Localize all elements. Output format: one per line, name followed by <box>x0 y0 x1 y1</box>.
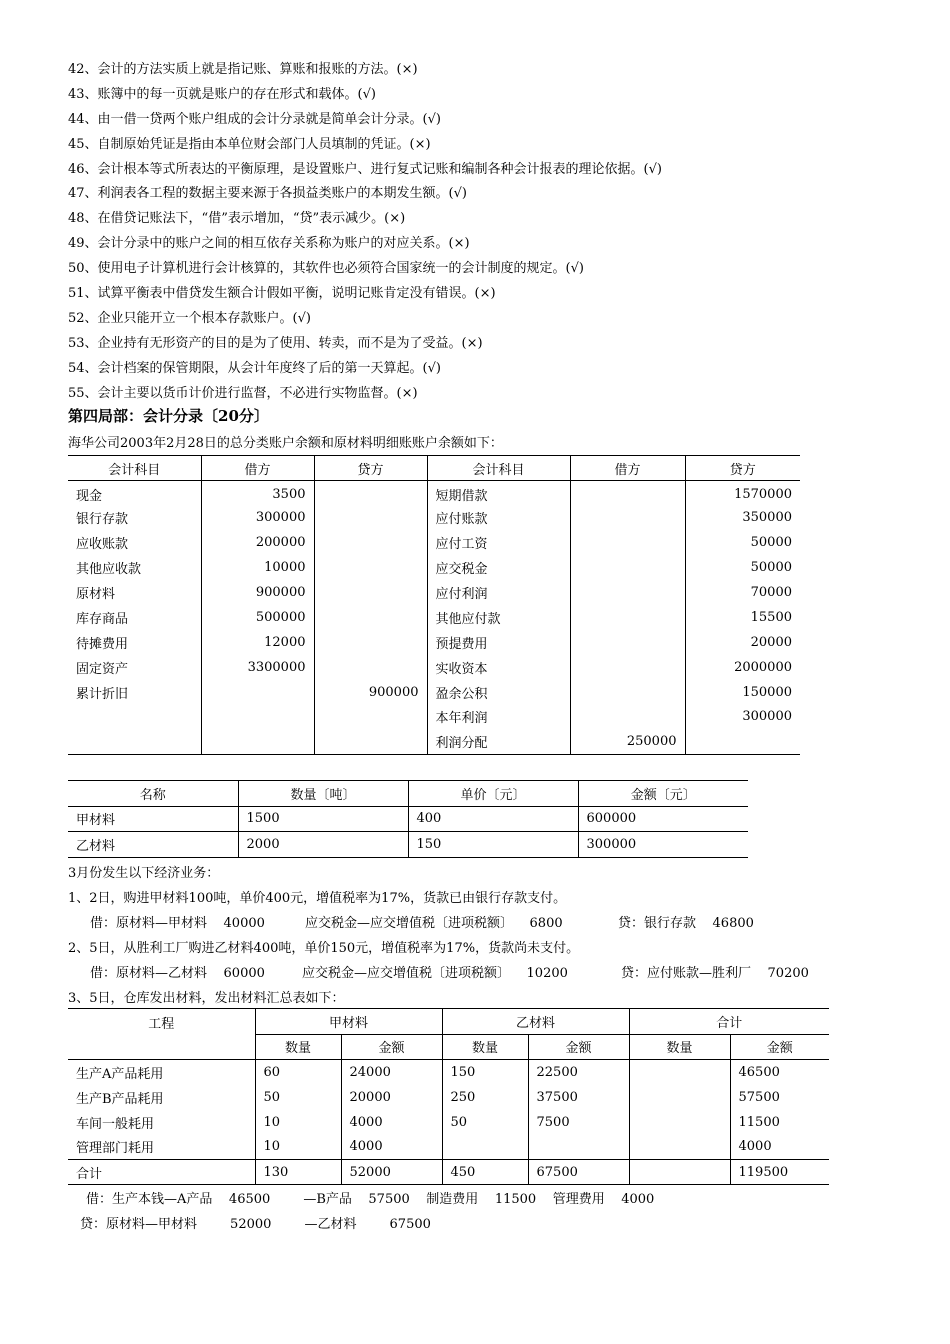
judgment-item: 49、会计分录中的账户之间的相互依存关系称为账户的对应关系。(×) <box>68 236 470 252</box>
balance-row <box>68 605 800 630</box>
march-intro: 3月份发生以下经济业务： <box>68 866 220 881</box>
table-cell <box>570 605 685 630</box>
table-cell: 2000 <box>238 832 408 858</box>
balance-row <box>68 655 800 680</box>
table-cell: 400 <box>408 806 578 832</box>
table-cell <box>570 680 685 705</box>
table-cell <box>201 705 314 730</box>
table-cell: 37500 <box>528 1085 629 1110</box>
issue-header-sub: 数量 <box>255 1034 341 1060</box>
table-cell <box>629 1085 730 1110</box>
material-header: 数量〔吨〕 <box>238 781 408 807</box>
issue-row <box>68 1060 829 1085</box>
table-cell <box>629 1160 730 1185</box>
intro-text: 海华公司2003年2月28日的总分类账户余额和原材料明细账账户余额如下： <box>68 436 503 451</box>
balance-row <box>68 481 800 506</box>
table-cell <box>314 605 427 630</box>
table-cell <box>570 505 685 530</box>
judgment-item: 48、在借贷记账法下，“借”表示增加，“贷”表示减少。(×) <box>68 211 406 227</box>
table-cell: 1570000 <box>685 481 800 506</box>
material-detail-table <box>68 780 748 858</box>
table-cell: 库存商品 <box>76 611 129 627</box>
judgment-item: 47、利润表各工程的数据主要来源于各损益类账户的本期发生额。(√) <box>68 186 467 202</box>
table-cell <box>528 1135 629 1160</box>
judgment-item: 55、会计主要以货币计价进行监督，不必进行实物监督。(×) <box>68 385 418 401</box>
table-cell: 150 <box>408 832 578 858</box>
table-cell: 生产A产品耗用 <box>76 1066 164 1082</box>
table-cell <box>314 655 427 680</box>
table-cell: 300000 <box>685 705 800 730</box>
table-cell <box>314 505 427 530</box>
table-cell: 150000 <box>685 680 800 705</box>
entry-2-credit: 贷：应付账款—胜利厂 70200 <box>621 966 809 981</box>
table-cell <box>442 1135 528 1160</box>
table-cell <box>570 580 685 605</box>
table-cell: 其他应收款 <box>76 562 142 578</box>
balance-header: 贷方 <box>685 456 800 481</box>
table-cell: 固定资产 <box>76 661 129 677</box>
table-cell: 盈余公积 <box>427 680 570 705</box>
judgment-item: 51、试算平衡表中借贷发生额合计假如平衡，说明记账肯定没有错误。(×) <box>68 286 496 302</box>
table-cell: 累计折旧 <box>76 686 129 702</box>
table-cell <box>68 729 201 754</box>
balance-row <box>68 705 800 730</box>
table-cell: 119500 <box>730 1160 829 1185</box>
entry-2-tax: 应交税金—应交增值税〔进项税额〕 10200 <box>302 966 568 981</box>
judgment-item: 44、由一借一贷两个账户组成的会计分录就是简单会计分录。(√) <box>68 111 441 127</box>
balance-row <box>68 729 800 754</box>
issue-total-row <box>68 1160 829 1185</box>
balance-header: 会计科目 <box>427 456 570 481</box>
material-header: 金额〔元〕 <box>578 781 748 807</box>
table-cell <box>570 530 685 555</box>
table-cell <box>570 705 685 730</box>
table-cell: 本年利润 <box>427 705 570 730</box>
table-cell: 250 <box>442 1085 528 1110</box>
entry-3-debit: 借：生产本钱—A产品 46500 —B产品 57500 制造费用 11500 管理费用 4000 <box>86 1192 655 1207</box>
entry-2-debit: 借：原材料—乙材料 60000 <box>90 966 265 981</box>
table-cell <box>570 555 685 580</box>
table-cell <box>570 481 685 506</box>
material-header: 名称 <box>68 781 238 807</box>
table-cell: 短期借款 <box>427 481 570 506</box>
table-cell <box>570 630 685 655</box>
table-cell: 3500 <box>201 481 314 506</box>
table-cell: 4000 <box>730 1135 829 1160</box>
issue-row <box>68 1085 829 1110</box>
table-cell: 900000 <box>314 680 427 705</box>
balance-header: 贷方 <box>314 456 427 481</box>
entry-1-debit: 借：原材料—甲材料 40000 <box>90 916 265 931</box>
table-cell: 22500 <box>528 1060 629 1085</box>
table-cell: 300000 <box>578 832 748 858</box>
table-cell: 合计 <box>68 1160 255 1185</box>
judgment-item: 46、会计根本等式所表达的平衡原理，是设置账户、进行复式记账和编制各种会计报表的理论依据。(√) <box>68 161 662 177</box>
table-cell: 实收资本 <box>427 655 570 680</box>
table-cell: 11500 <box>730 1110 829 1135</box>
table-cell: 12000 <box>201 630 314 655</box>
judgment-item: 43、账簿中的每一页就是账户的存在形式和载体。(√) <box>68 86 376 102</box>
issue-row <box>68 1110 829 1135</box>
table-cell: 300000 <box>201 505 314 530</box>
business-2: 2、5日，从胜利工厂购进乙材料400吨，单价150元，增值税率为17%，货款尚未支付。 <box>68 941 580 956</box>
table-cell <box>629 1135 730 1160</box>
table-cell <box>314 729 427 754</box>
balance-row <box>68 680 800 705</box>
table-cell: 甲材料 <box>68 806 238 832</box>
table-cell: 应交税金 <box>427 555 570 580</box>
table-cell <box>314 705 427 730</box>
table-cell: 20000 <box>341 1085 442 1110</box>
table-cell: 15500 <box>685 605 800 630</box>
table-cell <box>629 1060 730 1085</box>
table-cell: 应付工资 <box>427 530 570 555</box>
balance-row <box>68 555 800 580</box>
judgment-item: 52、企业只能开立一个根本存款账户。(√) <box>68 310 311 326</box>
judgment-item: 50、使用电子计算机进行会计核算的，其软件也必须符合国家统一的会计制度的规定。(√) <box>68 261 584 277</box>
balance-header: 会计科目 <box>68 456 201 481</box>
table-cell <box>201 680 314 705</box>
table-cell: 车间一般耗用 <box>76 1116 155 1132</box>
table-cell: 67500 <box>528 1160 629 1185</box>
table-cell: 利润分配 <box>427 729 570 754</box>
issue-header-item: 工程 <box>68 1009 255 1060</box>
table-cell: 20000 <box>685 630 800 655</box>
table-cell: 46500 <box>730 1060 829 1085</box>
entry-1-tax: 应交税金—应交增值税〔进项税额〕 6800 <box>305 916 563 931</box>
table-cell: 150 <box>442 1060 528 1085</box>
table-cell: 其他应付款 <box>427 605 570 630</box>
table-cell: 50000 <box>685 555 800 580</box>
issue-header-sub: 金额 <box>528 1034 629 1060</box>
judgment-item: 54、会计档案的保管期限，从会计年度终了后的第一天算起。(√) <box>68 360 441 376</box>
issue-summary-table <box>68 1008 829 1185</box>
judgment-item: 42、会计的方法实质上就是指记账、算账和报账的方法。(×) <box>68 62 418 77</box>
issue-header-sub: 金额 <box>341 1034 442 1060</box>
table-cell: 应付利润 <box>427 580 570 605</box>
table-cell <box>314 580 427 605</box>
table-cell: 应收账款 <box>76 537 129 553</box>
table-cell <box>629 1110 730 1135</box>
issue-header-sub: 数量 <box>442 1034 528 1060</box>
table-cell: 250000 <box>570 729 685 754</box>
business-3: 3、5日，仓库发出材料，发出材料汇总表如下： <box>68 991 345 1006</box>
entry-3-credit: 贷：原材料—甲材料 52000 —乙材料 67500 <box>80 1217 431 1232</box>
material-row <box>68 806 748 832</box>
judgment-item: 53、企业持有无形资产的目的是为了使用、转卖，而不是为了受益。(×) <box>68 335 483 351</box>
table-cell: 1500 <box>238 806 408 832</box>
table-cell <box>314 481 427 506</box>
table-cell: 3300000 <box>201 655 314 680</box>
table-cell <box>68 705 201 730</box>
issue-header-sub: 数量 <box>629 1034 730 1060</box>
issue-header-sub: 金额 <box>730 1034 829 1060</box>
material-row <box>68 832 748 858</box>
table-cell <box>314 530 427 555</box>
judgment-item: 45、自制原始凭证是指由本单位财会部门人员填制的凭证。(×) <box>68 136 431 152</box>
table-cell: 70000 <box>685 580 800 605</box>
business-1: 1、2日，购进甲材料100吨，单价400元，增值税率为17%，货款已由银行存款支付。 <box>68 891 567 906</box>
section-title: 第四局部：会计分录〔20分〕 <box>68 407 269 425</box>
table-cell: 银行存款 <box>76 512 129 528</box>
issue-header-group: 合计 <box>629 1009 829 1035</box>
table-cell: 管理部门耗用 <box>76 1141 155 1157</box>
table-cell: 预提费用 <box>427 630 570 655</box>
table-cell: 130 <box>255 1160 341 1185</box>
table-cell: 10 <box>255 1110 341 1135</box>
balance-header: 借方 <box>201 456 314 481</box>
table-cell: 10000 <box>201 555 314 580</box>
balance-row <box>68 630 800 655</box>
table-cell: 52000 <box>341 1160 442 1185</box>
issue-header-group: 乙材料 <box>442 1009 629 1035</box>
table-cell: 600000 <box>578 806 748 832</box>
issue-header-group: 甲材料 <box>255 1009 442 1035</box>
entry-1-credit: 贷：银行存款 46800 <box>618 916 754 931</box>
table-cell: 10 <box>255 1135 341 1160</box>
table-cell: 乙材料 <box>68 832 238 858</box>
table-cell: 生产B产品耗用 <box>76 1091 164 1107</box>
balance-table <box>68 455 800 755</box>
table-cell: 7500 <box>528 1110 629 1135</box>
table-cell: 60 <box>255 1060 341 1085</box>
table-cell: 200000 <box>201 530 314 555</box>
balance-row <box>68 530 800 555</box>
table-cell: 应付账款 <box>427 505 570 530</box>
table-cell <box>570 655 685 680</box>
table-cell: 50 <box>255 1085 341 1110</box>
table-cell: 24000 <box>341 1060 442 1085</box>
balance-row <box>68 580 800 605</box>
balance-row <box>68 505 800 530</box>
table-cell <box>201 729 314 754</box>
table-cell <box>314 630 427 655</box>
table-cell: 50 <box>442 1110 528 1135</box>
table-cell: 待摊费用 <box>76 636 129 652</box>
table-cell: 4000 <box>341 1135 442 1160</box>
table-cell <box>314 555 427 580</box>
table-cell: 350000 <box>685 505 800 530</box>
table-cell: 450 <box>442 1160 528 1185</box>
table-cell <box>685 729 800 754</box>
table-cell: 900000 <box>201 580 314 605</box>
table-cell: 50000 <box>685 530 800 555</box>
material-header: 单价〔元〕 <box>408 781 578 807</box>
table-cell: 57500 <box>730 1085 829 1110</box>
table-cell: 现金 <box>76 488 103 504</box>
judgment-list <box>68 58 928 406</box>
table-cell: 2000000 <box>685 655 800 680</box>
issue-row <box>68 1135 829 1160</box>
table-cell: 4000 <box>341 1110 442 1135</box>
balance-header: 借方 <box>570 456 685 481</box>
table-cell: 500000 <box>201 605 314 630</box>
table-cell: 原材料 <box>76 587 116 602</box>
